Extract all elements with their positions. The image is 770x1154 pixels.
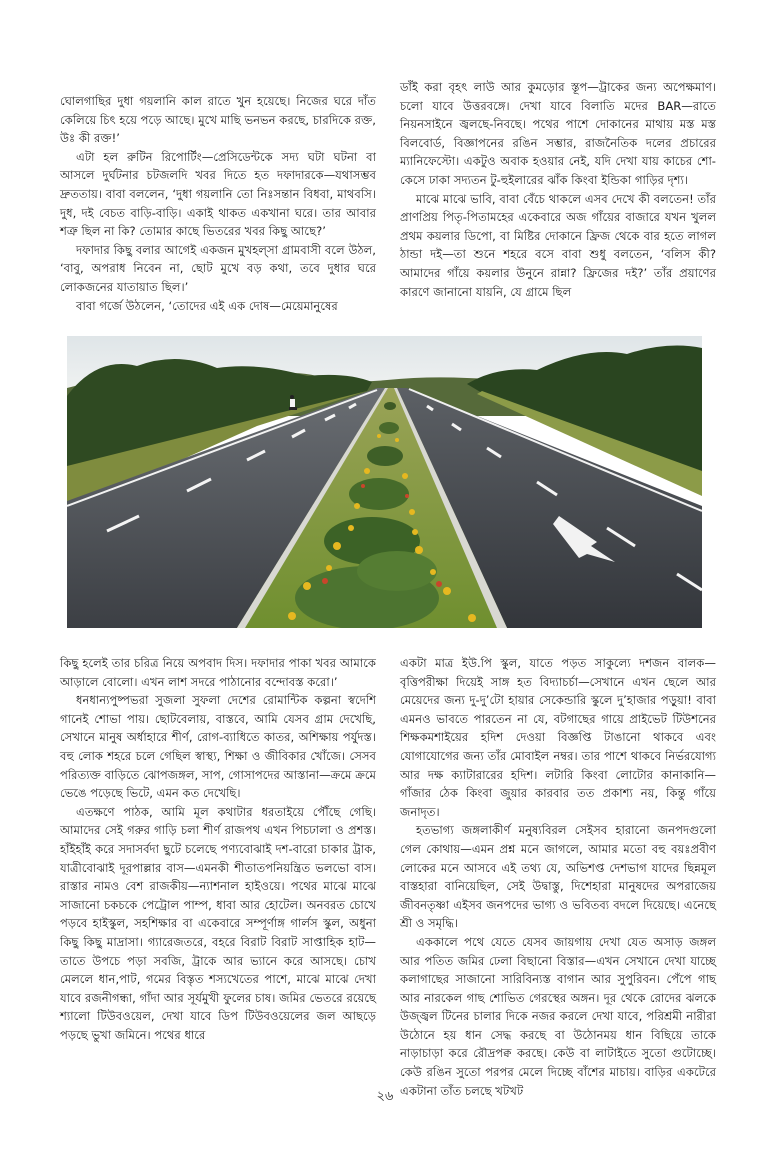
page-number: ২৬ xyxy=(376,1089,394,1104)
text-column-top-left xyxy=(60,92,376,315)
paragraph: বাবা গর্জে উঠলেন, ‘তোদের এই এক দোষ—মেয়েমানুষের xyxy=(76,298,338,313)
text-column-bottom-right xyxy=(400,654,716,1100)
highway-illustration xyxy=(67,336,702,628)
paragraph: ধনধান্যপুষ্পভরা সুজলা সুফলা দেশের রোমান্টিক কল্পনা স্বদেশি গানেই শোভা পায়। ছোটবেলায়, বাস্তবে, আমি যেসব গ্রাম দেখেছি, সেখানে মানুষ অর্ধাহারে শীর্ণ, রোগ-ব্যাধিতে কাতর, অশিক্ষায় পর্যুদস্ত। বহু লোক শহরে চলে গেছিল স্বাস্থ্য, শিক্ষা ও জীবিকার খোঁজে। সেসব পরিত্যক্ত বাড়িতে ঝোপজঙ্গল, সাপ, গোসাপদের আস্তানা—ক্রমে ক্রমে ভেঙে পড়েছে ভিটে, এমন কত দেখেছি। xyxy=(60,693,376,801)
paragraph: হতভাগ্য জঙ্গলাকীর্ণ মনুষ্যবিরল সেইসব হারানো জনপদগুলো গেল কোথায়—এমন প্রশ্ন মনে জাগলে, আমার মতো বহু বয়ঃপ্রবীণ লোকের মনে আসবে এই তথ্য যে, অভিশপ্ত দেশভাগ যাদের ছিন্নমূল বাস্তহারা বানিয়েছিল, সেই উদ্বাস্তু, দিশেহারা মানুষদের অপরাজেয় জীবনতৃষ্ণা এইসব জনপদের ভাগ্য ও ভবিতব্য বদলে দিয়েছে। এনেছে শ্রী ও সমৃদ্ধি। xyxy=(400,823,716,931)
paragraph: কিছু হলেই তার চরিত্র নিয়ে অপবাদ দিস। দফাদার পাকা খবর আমাকে আড়ালে বোলো। এখন লাশ সদরে পাঠানোর বন্দোবস্ত করো।’ xyxy=(60,656,376,689)
paragraph: মাঝে মাঝে ভাবি, বাবা বেঁচে থাকলে এসব দেখে কী বলতেন! তাঁর প্রাণপ্রিয় পিতৃ-পিতামহের একেবারে অজ গাঁয়ের বাজারে যখন খুলল প্রথম কয়লার ডিপো, বা মিষ্টির দোকানে ফ্রিজ থেকে বার হতে লাগল ঠান্ডা দই—তা শুনে শহরে বসে বাবা শুধু বলতেন, ‘বলিস কী? আমাদের গাঁয়ে কয়লার উনুনে রান্না? ফ্রিজের দই?’ তাঁর প্রয়াণের কারণে জানানো যায়নি, যে গ্রামে ছিল xyxy=(400,191,716,299)
paragraph: এটা হল রুটিন রিপোর্টিং—প্রেসিডেন্টকে সদ্য ঘটা ঘটনা বা আসলে দুর্ঘটনার চটজলদি খবর দিতে হত দফাদারকে—যথাসম্ভব দ্রুততায়। বাবা বললেন, ‘দুধা গয়লানি তো নিঃসন্তান বিধবা, মাথবসি। দুধ, দই বেচত বাড়ি-বাড়ি। একাই থাকত একখানা ঘরে। তার আবার শত্রু ছিল না কি? তোমার কাছে ভিতরের খবর কিছু আছে?’ xyxy=(60,149,376,239)
paragraph: এককালে পথে যেতে যেসব জায়গায় দেখা যেত অসাড় জঙ্গল আর পতিত জমির ঢেলা বিছানো বিস্তার—এখন সেখানে দেখা যাচ্ছে কলাগাছের সাজানো সারিবিন্যস্ত বাগান আর সুপুরিবন। পেঁপে গাছ আর নারকেল গাছ শোভিত গেরস্থের অঙ্গন। দূর থেকে রোদের ঝলকে উজ্জ্বল টিনের চালার দিকে নজর করলে দেখা যাবে, পরিশ্রমী নারীরা উঠোনে হয় ধান সেদ্ধ করছে বা উঠোনময় ধান বিছিয়ে তাকে নাড়াচাড়া করে রৌদ্রপক্ব করছে। কেউ বা লাটাইতে সুতো গুটোচ্ছে। কেউ রঙিন সুতো পরপর মেলে দিচ্ছে বাঁশের মাচায়। বাড়ির একটেরে একটানা তাঁত চলছে খটখট xyxy=(400,934,716,1098)
paragraph: এতক্ষণে পাঠক, আমি মূল কথাটার ধরতাইয়ে পৌঁছে গেছি। আমাদের সেই গরুর গাড়ি চলা শীর্ণ রাজপথ এখন পিচঢালা ও প্রশস্ত। হাঁইহাঁই করে সদাসর্বদা ছুটে চলেছে পণ্যবোঝাই দশ-বারো চাকার ট্রাক, যাত্রীবোঝাই দূরপাল্লার বাস—এমনকী শীতাতপনিয়ন্ত্রিত ভলভো বাস। রাস্তার নামও বেশ রাজকীয়—ন্যাশনাল হাইওয়ে। পথের মাঝে মাঝে সাজানো চকচকে পেট্রোল পাম্প, ধাবা আর হোটেল। অনবরত চোখে পড়বে হাইস্কুল, সহশিক্ষার বা একেবারে সম্পূর্ণাঙ্গ গার্লস স্কুল, অধুনা কিছু কিছু মাদ্রাসা। গ্যারেজতরে, বহরে বিরাট বিরাট সাপ্তাহিক হাট—তাতে উপচে পড়া সবজি, ট্রাকে আর ভ্যানে করে আসছে। চোখ মেললে ধান,পাট, গমের বিস্তৃত শস্যখেতের পাশে, মাঝে মাঝে দেখা যাবে রজনীগন্ধা, গাঁদা আর সূর্যমুখী ফুলের চাষ। জমির ভেতরে রয়েছে শ্যালো টিউবওয়েল, দেখা যাবে ডিপ টিউবওয়েলের জল আছড়ে পড়ছে ভুখা জমিনে। পথের ধারে xyxy=(60,804,376,1042)
text-column-bottom-left xyxy=(60,654,376,1044)
text-column-top-right xyxy=(400,78,716,301)
paragraph: ডাঁই করা বৃহৎ লাউ আর কুমড়োর স্তূপ—ট্রাকের জন্য অপেক্ষমাণ। চলো যাবে উত্তরবঙ্গে। দেখা যাবে বিলাতি মদের BAR—রাতে নিয়নসাইনে জ্বলছে-নিবছে। পথের পাশে দোকানের মাথায় মস্ত মস্ত বিলবোর্ড, বিজ্ঞাপনের রঙিন সম্ভার, রাজনৈতিক দলের প্রচারের ম্যানিফেস্টো। একটুও অবাক হওয়ার নেই, যদি দেখা যায় কাচের শো-কেসে ঢাকা সদ্যতন টু-হুইলারের ঝাঁক কিংবা ইন্ডিকা গাড়ির দৃশ্য। xyxy=(400,80,716,187)
paragraph: একটা মাত্র ইউ.পি স্কুল, যাতে পড়ত সাকুল্যে দশজন বালক—বৃত্তিপরীক্ষা দিয়েই সাঙ্গ হত বিদ্যাচর্চা—সেখানে এখন ছেলে আর মেয়েদের জন্য দু-দু’টো হায়ার সেকেন্ডারি স্কুলে দু’হাজার পড়ুয়া! বাবা এমনও ভাবতে পারতেন না যে, বটগাছের গায়ে প্রাইভেট টিউশনের শিক্ষকমশাইয়ের হদিশ দেওয়া বিজ্ঞপ্তি টাঙানো থাকবে এবং যোগাযোগের জন্য তাঁর মোবাইল নম্বর। তার পাশে থাকবে নির্ভরযোগ্য আর দক্ষ ক্যাটারারের হদিশ। লটারি কিংবা লোটোর কানাকানি—গাঁজার ঠেক কিংবা জুয়ার কারবার তত প্রকাশ্য নয়, কিন্তু গাঁয়ে জনাদৃত। xyxy=(400,656,716,819)
highway-photo xyxy=(67,336,702,628)
paragraph: দফাদার কিছু বলার আগেই একজন মুখহল্সা গ্রামবাসী বলে উঠল, ‘বাবু, অপরাধ নিবেন না, ছোট মুখে বড় কথা, তবে দুধার ঘরে লোকজনের যাতায়াত ছিল।’ xyxy=(60,242,376,294)
paragraph: ঘোলগাছির দুধা গয়লানি কাল রাতে খুন হয়েছে। নিজের ঘরে দাঁত কেলিয়ে চিৎ হয়ে পড়ে আছে। মুখে মাছি ভনভন করছে, চারদিকে রক্ত, উঃ কী রক্ত!’ xyxy=(60,94,376,146)
